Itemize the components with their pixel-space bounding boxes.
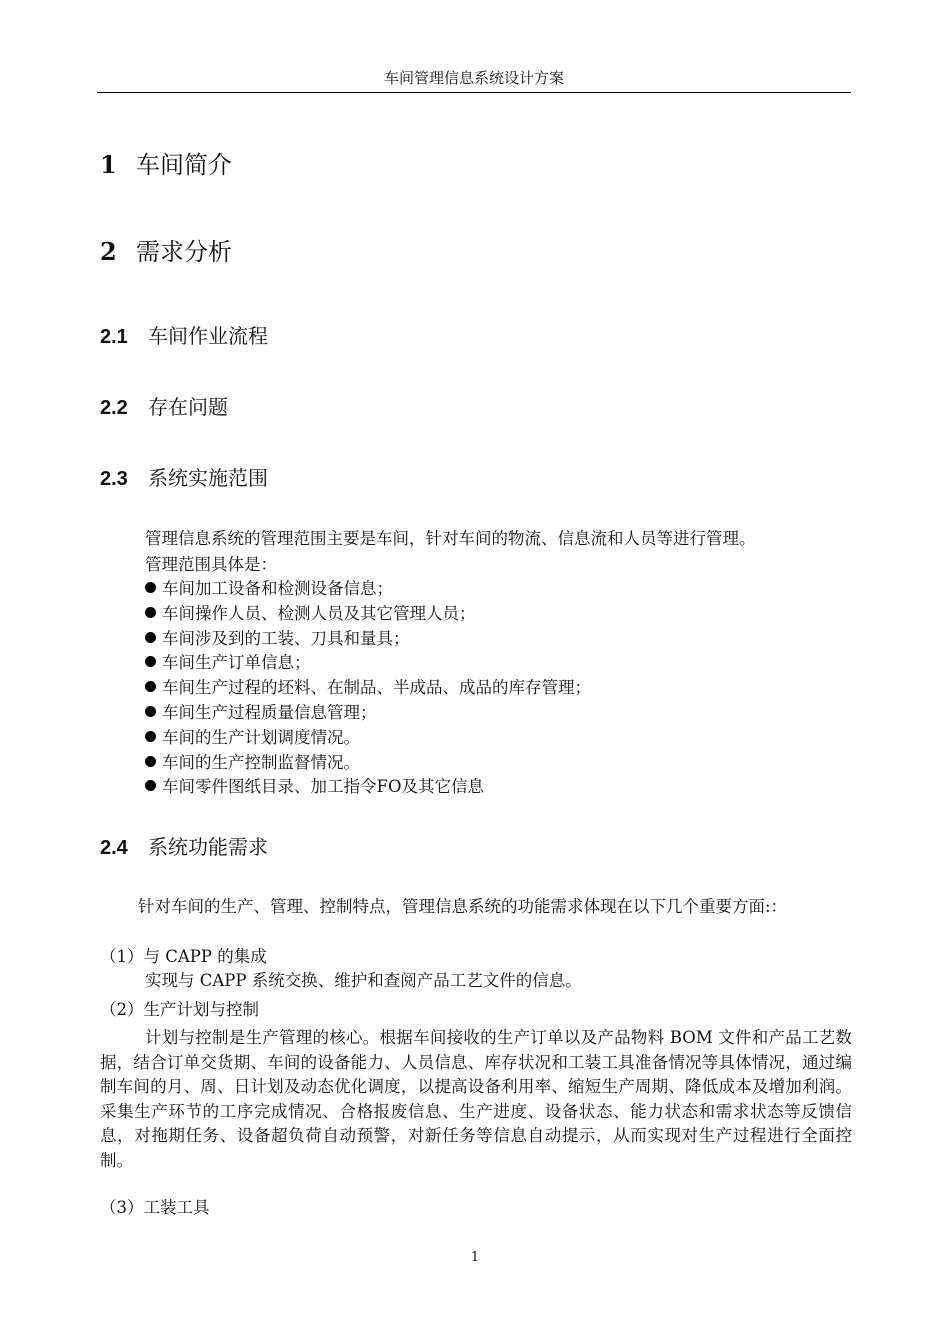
heading-number: 2	[100, 237, 117, 266]
bullet-icon	[145, 656, 156, 667]
requirement-3-title: （3）工装工具	[100, 1198, 210, 1217]
heading-2-2	[100, 394, 228, 421]
heading-2	[100, 237, 232, 267]
page-number: 1	[470, 1250, 480, 1265]
bullet-icon	[145, 607, 156, 618]
list-item: 车间加工设备和检测设备信息；	[145, 577, 591, 602]
header-rule	[97, 92, 851, 93]
list-item: 车间的生产计划调度情况。	[145, 726, 591, 751]
bullet-icon	[145, 731, 156, 742]
heading-title: 系统实施范围	[148, 466, 268, 490]
heading-number: 1	[100, 150, 117, 179]
bullet-icon	[145, 632, 156, 643]
heading-2-1	[100, 323, 268, 350]
list-item: 车间生产订单信息；	[145, 651, 591, 676]
bullet-icon	[145, 756, 156, 767]
page-header: 车间管理信息系统设计方案	[383, 69, 564, 87]
requirement-2-text: 计划与控制是生产管理的核心。根据车间接收的生产订单以及产品物料 BOM 文件和产品工艺数据，结合订单交货期、车间的设备能力、人员信息、库存状况和工装工具准备情况等具体情况，通过编制车间的月、周、日计划及动态优化调度，以提高设备利用率、缩短生产周期、降低成本及增加利润。采集生产环节的工序完成情况、合格报废信息、生产进度、设备状态、能力状态和需求状态等反馈信息，对拖期任务、设备超负荷自动预警，对新任务等信息自动提示，从而实现对生产过程进行全面控制。	[100, 1028, 852, 1170]
heading-title: 需求分析	[136, 238, 232, 266]
bullet-icon	[145, 582, 156, 593]
heading-1	[100, 150, 232, 180]
requirement-2-title: （2）生产计划与控制	[100, 1000, 259, 1019]
list-item: 车间涉及到的工装、刀具和量具；	[145, 627, 591, 652]
heading-2-3	[100, 465, 268, 492]
heading-number: 2.4	[100, 837, 128, 859]
bullet-icon	[145, 706, 156, 717]
list-item: 车间操作人员、检测人员及其它管理人员；	[145, 602, 591, 627]
list-item: 车间零件图纸目录、加工指令FO及其它信息	[145, 775, 591, 800]
heading-2-4	[100, 834, 268, 861]
heading-title: 系统功能需求	[148, 835, 268, 859]
scope-intro-line1: 管理信息系统的管理范围主要是车间，针对车间的物流、信息流和人员等进行管理。	[145, 529, 756, 548]
requirement-1-text: 实现与 CAPP 系统交换、维护和查阅产品工艺文件的信息。	[145, 971, 582, 990]
scope-list	[145, 577, 591, 800]
bullet-icon	[145, 780, 156, 791]
heading-number: 2.2	[100, 397, 128, 419]
heading-number: 2.1	[100, 326, 128, 348]
list-item: 车间生产过程的坯料、在制品、半成品、成品的库存管理；	[145, 676, 591, 701]
list-item: 车间生产过程质量信息管理；	[145, 701, 591, 726]
heading-title: 存在问题	[148, 395, 228, 419]
heading-number: 2.3	[100, 468, 128, 490]
bullet-icon	[145, 681, 156, 692]
requirement-1-title: （1）与 CAPP 的集成	[100, 947, 267, 966]
scope-intro-line2: 管理范围具体是：	[145, 555, 277, 574]
requirements-intro: 针对车间的生产、管理、控制特点，管理信息系统的功能需求体现在以下几个重要方面:：	[138, 897, 788, 916]
list-item: 车间的生产控制监督情况。	[145, 751, 591, 776]
heading-title: 车间简介	[136, 151, 232, 179]
heading-title: 车间作业流程	[148, 324, 268, 348]
